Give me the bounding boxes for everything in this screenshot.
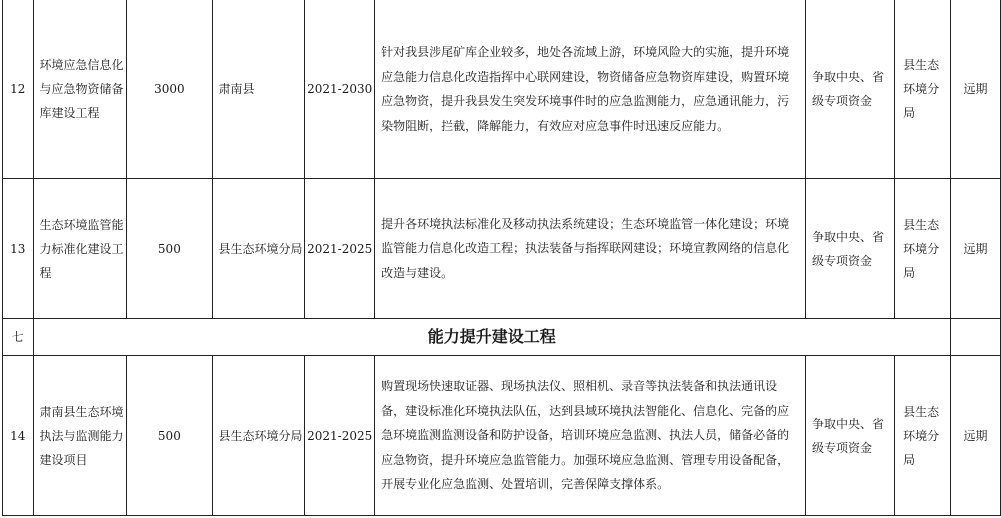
lead-department: 县生态环境分局 <box>895 356 951 516</box>
section-number: 七 <box>3 319 34 356</box>
responsible-unit: 肃南县 <box>212 0 305 179</box>
section-row <box>3 319 1001 356</box>
project-name: 环境应急信息化与应急物资储备库建设工程 <box>33 0 127 179</box>
construction-period: 2021-2030 <box>305 0 375 179</box>
row-number: 14 <box>3 356 34 516</box>
funding-source: 争取中央、省级专项资金 <box>805 356 894 516</box>
table-row <box>3 356 1001 516</box>
row-number: 13 <box>3 179 34 319</box>
investment-amount: 500 <box>127 179 212 319</box>
lead-department: 县生态环境分局 <box>895 0 951 179</box>
section-title: 能力提升建设工程 <box>33 319 951 356</box>
table-row <box>3 179 1001 319</box>
section-empty-cell <box>951 319 1001 356</box>
lead-department: 县生态环境分局 <box>895 179 951 319</box>
investment-amount: 500 <box>127 356 212 516</box>
responsible-unit: 县生态环境分局 <box>212 356 305 516</box>
row-number: 12 <box>3 0 34 179</box>
investment-amount: 3000 <box>127 0 212 179</box>
project-name: 生态环境监管能力标准化建设工程 <box>33 179 127 319</box>
project-description: 购置现场快速取证器、现场执法仪、照相机、录音等执法装备和执法通讯设备，建设标准化环境执法队伍，达到县域环境执法智能化、信息化、完备的应急环境监测监测设备和防护设备，培训环境应急监测、执法人员，储备必备的应急物资，提升环境应急监管能力。加强环境应急监测、管理专用设备配备，开展专业化应急监测、处置培训，完善保障支撑体系。 <box>375 356 806 516</box>
construction-period: 2021-2025 <box>305 356 375 516</box>
term-label: 远期 <box>951 0 1001 179</box>
responsible-unit: 县生态环境分局 <box>212 179 305 319</box>
term-label: 远期 <box>951 356 1001 516</box>
project-description: 提升各环境执法标准化及移动执法系统建设；生态环境监管一体化建设；环境监管能力信息化改造工程；执法装备与指挥联网建设；环境宣教网络的信息化改造与建设。 <box>375 179 806 319</box>
term-label: 远期 <box>951 179 1001 319</box>
project-name: 肃南县生态环境执法与监测能力建设项目 <box>33 356 127 516</box>
project-description: 针对我县涉尾矿库企业较多，地处各流域上游，环境风险大的实施，提升环境应急能力信息化改造指挥中心联网建设，物资储备应急物资库建设，购置环境应急物资，提升我县发生突发环境事件时的应急监测能力，应急通讯能力，污染物阻断，拦截，降解能力，有效应对应急事件时迅速反应能力。 <box>375 0 806 179</box>
funding-source: 争取中央、省级专项资金 <box>805 0 894 179</box>
construction-period: 2021-2025 <box>305 179 375 319</box>
table-row <box>3 0 1001 179</box>
project-table <box>2 0 1001 516</box>
funding-source: 争取中央、省级专项资金 <box>805 179 894 319</box>
